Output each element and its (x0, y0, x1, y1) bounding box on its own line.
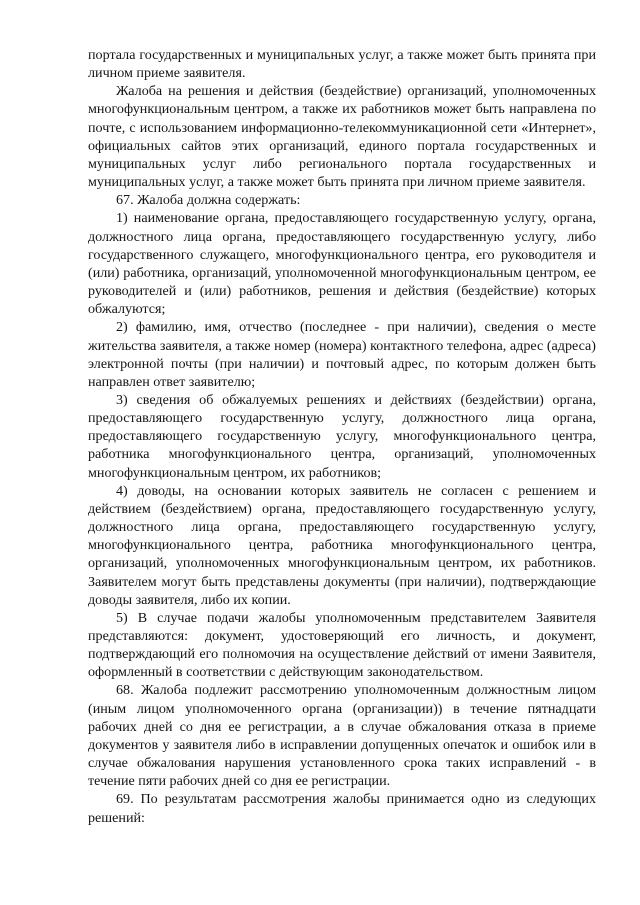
paragraph-68: 68. Жалоба подлежит рассмотрению уполномоченным должностным лицом (иным лицом уполномоченного органа (организации)) в течение пятнадцати рабочих дней со дня ее регистрации, а в случае обжалования отказа в приеме документов у заявителя либо в исправлении допущенных опечаток и ошибок или в случае обжалования нарушения установленного срока таких исправлений - в течение пяти рабочих дней со дня ее регистрации. (88, 682, 596, 790)
paragraph-67-item-5: 5) В случае подачи жалобы уполномоченным представителем Заявителя представляются: документ, удостоверяющий его личность, и документ, подтверждающий его полномочия на осуществление действий от имени Заявителя, оформленный в соответствии с действующим законодательством. (88, 609, 596, 681)
paragraph-67-item-4: 4) доводы, на основании которых заявитель не согласен с решением и действием (бездействием) органа, предоставляющего государственную услугу, должностного лица органа, предоставляющего государственную услугу, многофункционального центра, работника многофункционального центра, организаций, уполномоченных многофункциональным центром, их работников. Заявителем могут быть представлены документы (при наличии), подтверждающие доводы заявителя, либо их копии. (88, 482, 596, 608)
paragraph-67-item-2: 2) фамилию, имя, отчество (последнее - при наличии), сведения о месте жительства заявителя, а также номер (номера) контактного телефона, адрес (адреса) электронной почты (при наличии) и почтовый адрес, по которым должен быть направлен ответ заявителю; (88, 319, 596, 390)
paragraph-67-item-3: 3) сведения об обжалуемых решениях и действиях (бездействии) органа, предоставляющего государственную услугу, должностного лица органа, предоставляющего государственную услугу, многофункционального центра, работника многофункционального центра, организаций, уполномоченных многофункциональным центром, их работников; (88, 391, 596, 481)
paragraph-67-item-1: 1) наименование органа, предоставляющего государственную услугу, органа, должностного лица органа, предоставляющего государственную услугу, либо государственного служащего, многофункционального центра, его руководителя и (или) работника, организаций, уполномоченной многофункциональным центром, ее руководителей и (или) работников, решения и действия (бездействие) которых обжалуются; (88, 210, 596, 318)
paragraph-complaint-organizations: Жалоба на решения и действия (бездействие) организаций, уполномоченных многофункциональным центром, а также их работников может быть направлена по почте, с использованием информационно-телекоммуникационной сети «Интернет», официальных сайтов этих организаций, единого портала государственных и муниципальных услуг либо регионального портала государственных и муниципальных услуг, а также может быть принята при личном приеме заявителя. (88, 83, 596, 191)
paragraph-portal-continuation: портала государственных и муниципальных услуг, а также может быть принята при личном приеме заявителя. (88, 47, 596, 82)
document-page (88, 46, 596, 827)
paragraph-69: 69. По результатам рассмотрения жалобы принимается одно из следующих решений: (88, 791, 596, 826)
paragraph-67-heading: 67. Жалоба должна содержать: (116, 192, 301, 209)
